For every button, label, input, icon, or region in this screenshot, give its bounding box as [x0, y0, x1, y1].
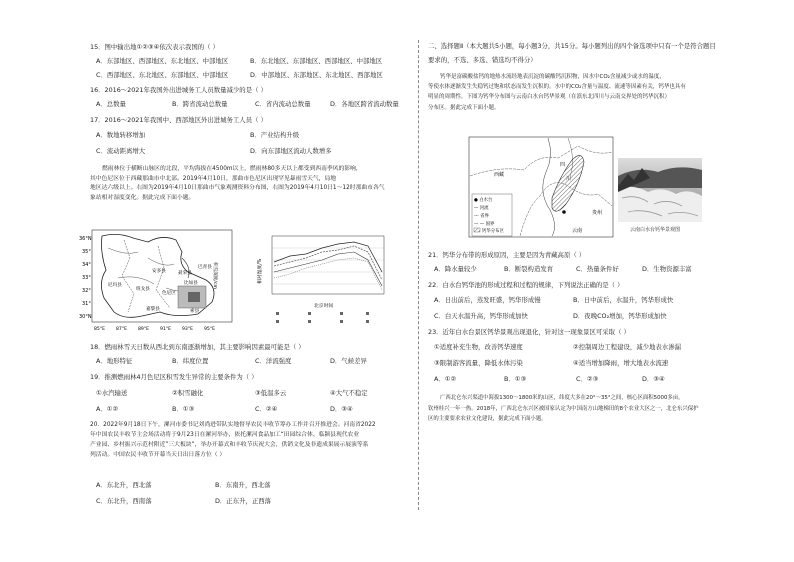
- q19-condition: ①水汽输送: [96, 389, 128, 397]
- travertine-photo: [618, 158, 702, 222]
- legend-item: — — 国界: [474, 222, 495, 227]
- chart-x-label: 北京时间: [314, 304, 334, 309]
- column-divider: [418, 40, 419, 510]
- lon-label: 89°E: [138, 327, 150, 332]
- q17-option-c[interactable]: C．流动距离增大: [96, 147, 146, 155]
- q21-option-c[interactable]: C．热量条件好: [576, 265, 619, 273]
- q23-option-a[interactable]: A．①②: [434, 375, 457, 383]
- q20-option-b[interactable]: B．东南升，西北落: [215, 481, 271, 489]
- question-15-stem: 15．图中输出地①②③④依次表示我国的（ ）: [90, 43, 219, 51]
- map-label: 四: [560, 162, 566, 168]
- q15-option-a[interactable]: A．东部地区、西部地区、东北地区、中部地区: [96, 57, 229, 65]
- q16-option-c[interactable]: C．省内流动总数量: [255, 100, 311, 108]
- q23-condition: ①适度补充生物，改善钙华速度: [434, 343, 523, 351]
- place-label: 班戈县: [136, 287, 150, 292]
- lon-label: 85°E: [94, 327, 106, 332]
- travertine-map: [468, 136, 614, 240]
- section-line: 要求的，不选、多选、错选均不得分）: [428, 55, 537, 64]
- place-label: 安多县: [152, 269, 166, 274]
- map-label: 川: [566, 176, 572, 182]
- snow-depth-map: [78, 228, 244, 332]
- legend-item: 钙华分布区: [482, 229, 504, 234]
- material-2-line: 等使水体逐渐发生失稳钙过饱和状态而发生沉积的。水中的CO₂含量与温度、流速等因素有关，钙华也具有: [428, 84, 686, 91]
- question-20-stem: [90, 421, 408, 460]
- place-label: 聂荣县: [178, 271, 192, 276]
- q21-option-d[interactable]: D．生物资源丰富: [642, 265, 692, 273]
- question-19-stem: 19．推测燃雨林4月色尼区积雪发生异常的主要条件为（ ）: [90, 373, 258, 381]
- photo-caption: 云南白水台钙华景观图: [630, 227, 681, 233]
- q18-option-d[interactable]: D．气候差异: [330, 357, 367, 365]
- lon-label: 91°E: [160, 327, 172, 332]
- q22-option-d[interactable]: D．夜晚CO₂增加，钙华形成加快: [573, 312, 667, 320]
- lat-label: 34°: [82, 262, 91, 268]
- place-label: 色尼区: [162, 291, 176, 296]
- question-16-stem: 16．2016～2021年我国外出进城务工人员数量减少的是（ ）: [90, 86, 267, 94]
- material-1-line: 燃雨林位于横断山脉区的北段，平均海拔在4500m以上，燃雨林80多天以上都受到西南季风的影响，: [102, 166, 362, 172]
- q17-option-b[interactable]: B．产业结构升级: [250, 131, 300, 139]
- place-label: 索县: [190, 309, 200, 314]
- material-3-line: 广西北仑东兴渠道中海拔1300～1800米的山区，纬度大多在20°～35°之间，核心区面积5000多亩，: [440, 395, 684, 401]
- q21-option-b[interactable]: B．断裂构造发育: [504, 265, 554, 273]
- lon-label: 93°E: [182, 327, 194, 332]
- q15-option-c[interactable]: C．西部地区、东北地区、东部地区、中部地区: [96, 71, 229, 79]
- material-3-line: 区的主要要求农业文化建设，据此完成下面小题。: [428, 416, 547, 423]
- q18-option-a[interactable]: A．地形特征: [96, 357, 133, 365]
- q23-option-b[interactable]: B．①③: [504, 375, 527, 383]
- q15-option-b[interactable]: B．东北地区、东部地区、西部地区、中部地区: [250, 57, 383, 65]
- place-label: 巴青县: [198, 265, 212, 270]
- material-2-line: 分布区。据此完成下面小题。: [428, 104, 500, 111]
- section-2-header: [428, 42, 716, 64]
- q17-option-a[interactable]: A．数地转移增加: [96, 131, 146, 139]
- material-2: [428, 72, 710, 113]
- q23-condition: ④适当增加降雨，增大地表水流速: [573, 359, 669, 367]
- q22-option-c[interactable]: C．白天水温升高，钙华形成加快: [434, 312, 528, 320]
- humidity-chart: [256, 232, 396, 330]
- q20-option-d[interactable]: D．正东升，正西落: [215, 497, 272, 505]
- place-label: 尼玛县: [108, 283, 122, 288]
- q20-line: 年中国农民丰收节主会场活动将于9月23日在漯河举办，依托漯河食品加工“田园综合体、临颍县现代农业: [90, 431, 360, 438]
- q20-option-c[interactable]: C．东北升，西南落: [96, 497, 152, 505]
- q23-condition: ③限制游客流量，降低水体污染: [434, 359, 523, 367]
- place-label: 嘉黎县: [146, 307, 160, 312]
- legend-title: 积雪深度/cm: [212, 262, 217, 289]
- q19-condition: ③低温多云: [255, 389, 287, 397]
- map-label: 云南: [572, 228, 583, 234]
- q16-option-d[interactable]: D．各地区跨省流动数量: [330, 100, 399, 108]
- q18-option-c[interactable]: C．洋流强度: [255, 357, 292, 365]
- lat-label: 30°N: [79, 314, 92, 320]
- q22-option-b[interactable]: B．日中前后，水温升，钙华形成快: [573, 296, 674, 304]
- q23-condition: ②控制周边工程建设，减少地表水渗漏: [573, 343, 681, 351]
- lat-label: 33°: [82, 275, 91, 281]
- chart-y-label: 相对湿度/%: [258, 258, 263, 284]
- q15-option-d[interactable]: D．中部地区、东部地区、东北地区、西部地区: [250, 71, 383, 79]
- material-2-line: 钙华是富碳酸盐钙的地热水流经地表沉淀的碳酸钙沉积物，因水中CO₂含量减少或水的温度，: [440, 74, 665, 80]
- q19-option-b[interactable]: B．①③: [172, 405, 195, 413]
- lat-label: 36°N: [79, 236, 92, 242]
- map-label: 西藏: [494, 172, 505, 178]
- q19-condition: ④大气不稳定: [330, 389, 368, 397]
- q19-option-c[interactable]: C．②④: [255, 405, 278, 413]
- q21-option-a[interactable]: A．降水量较少: [434, 265, 477, 273]
- material-3: [428, 393, 710, 425]
- q17-option-d[interactable]: D．向东部地区流动人数增多: [250, 147, 332, 155]
- lat-label: 31°: [82, 301, 91, 307]
- section-line: 二、选择题Ⅱ（本大题共5小题，每小题3分，共15分。每小题列出的四个备选项中只有一个是符合题目: [428, 42, 716, 50]
- q20-line: 产业园、乡村振兴示范村附近”三大板块”，举办开幕式和丰收节庆祝大会，供销文化及非遗成果展示展演等系: [90, 441, 369, 448]
- q18-option-b[interactable]: B．纬度位置: [172, 357, 209, 365]
- q23-option-c[interactable]: C．②③: [576, 375, 599, 383]
- q16-option-a[interactable]: A．总数量: [96, 100, 126, 108]
- question-23-stem: 23．近年白水台景区钙华景观出现退化，针对这一现象景区可采取（ ）: [428, 328, 630, 336]
- q20-line: 列活动。中国农民丰收节开幕当天日出日落方位（ ）: [90, 451, 226, 458]
- material-1-line: 其中色尼区位于西藏那曲市中北部。2019年4月10日，那曲市色尼区出现罕见暴雨雪天气，局地: [90, 175, 337, 182]
- legend-item: ● 白水台: [474, 198, 493, 203]
- question-21-stem: 21．钙华分布带的形成原因，主要是因为青藏高原（ ）: [428, 251, 586, 259]
- question-22-stem: 22．白水台钙华池的形成过程和过程的规律，下列说法正确的是（ ）: [428, 281, 624, 289]
- q22-option-a[interactable]: A．日出前后，蒸发旺盛，钙华形成慢: [434, 296, 541, 304]
- q19-option-a[interactable]: A．①②: [96, 405, 119, 413]
- lon-label: 95°E: [204, 327, 216, 332]
- q23-option-d[interactable]: D．③④: [642, 375, 665, 383]
- q16-option-b[interactable]: B．跨省流动总数量: [172, 100, 228, 108]
- q20-option-a[interactable]: A．东北升，西北落: [96, 481, 152, 489]
- map-label: 贵州: [592, 210, 603, 216]
- material-1-line: 地区达六级以上。右图为2019年4月10日那曲市气象观测资料分布图，右图为2019年4月10日1～12时那曲市各气: [90, 185, 385, 192]
- material-2-line: 明显的周期性。下图为钙华分布图与云南白水台钙华景观（在滇东北四川与云南交界处的钙华沉积）: [428, 94, 671, 101]
- lon-label: 87°E: [116, 327, 128, 332]
- legend-item: — 河流: [474, 206, 489, 211]
- q19-condition: ②积雪融化: [172, 389, 204, 397]
- legend-item: --- 省界: [474, 214, 489, 219]
- lat-label: 32°: [82, 288, 91, 294]
- material-3-line: 钦州桂兴一年一热。2018年，广西北仑东兴区被国家认定为中国南方山地梯田的8个农业大区之一，北仑东兴保护: [428, 405, 699, 412]
- q19-option-d[interactable]: D．③④: [330, 405, 353, 413]
- question-18-stem: 18．燃雨林雪天日数从西北到东南逐渐增加，其主要影响因素最可能是（ ）: [90, 343, 305, 351]
- material-1-line: 象站相对湿度变化。据此完成下面小题。: [90, 194, 195, 201]
- lat-label: 35°: [82, 249, 91, 255]
- q20-line: 20．2022年9月18日下午，漯河市委书记刘尚进带队实地督导农民丰收节筹办工作并召开推进会。河南省2022: [90, 422, 376, 428]
- question-17-stem: 17．2016～2021年我国中、西部地区外出进城务工人员（ ）: [90, 116, 267, 124]
- place-label: 比如县: [184, 281, 198, 286]
- baishuitai-marker: [562, 210, 566, 214]
- material-1: [90, 165, 408, 203]
